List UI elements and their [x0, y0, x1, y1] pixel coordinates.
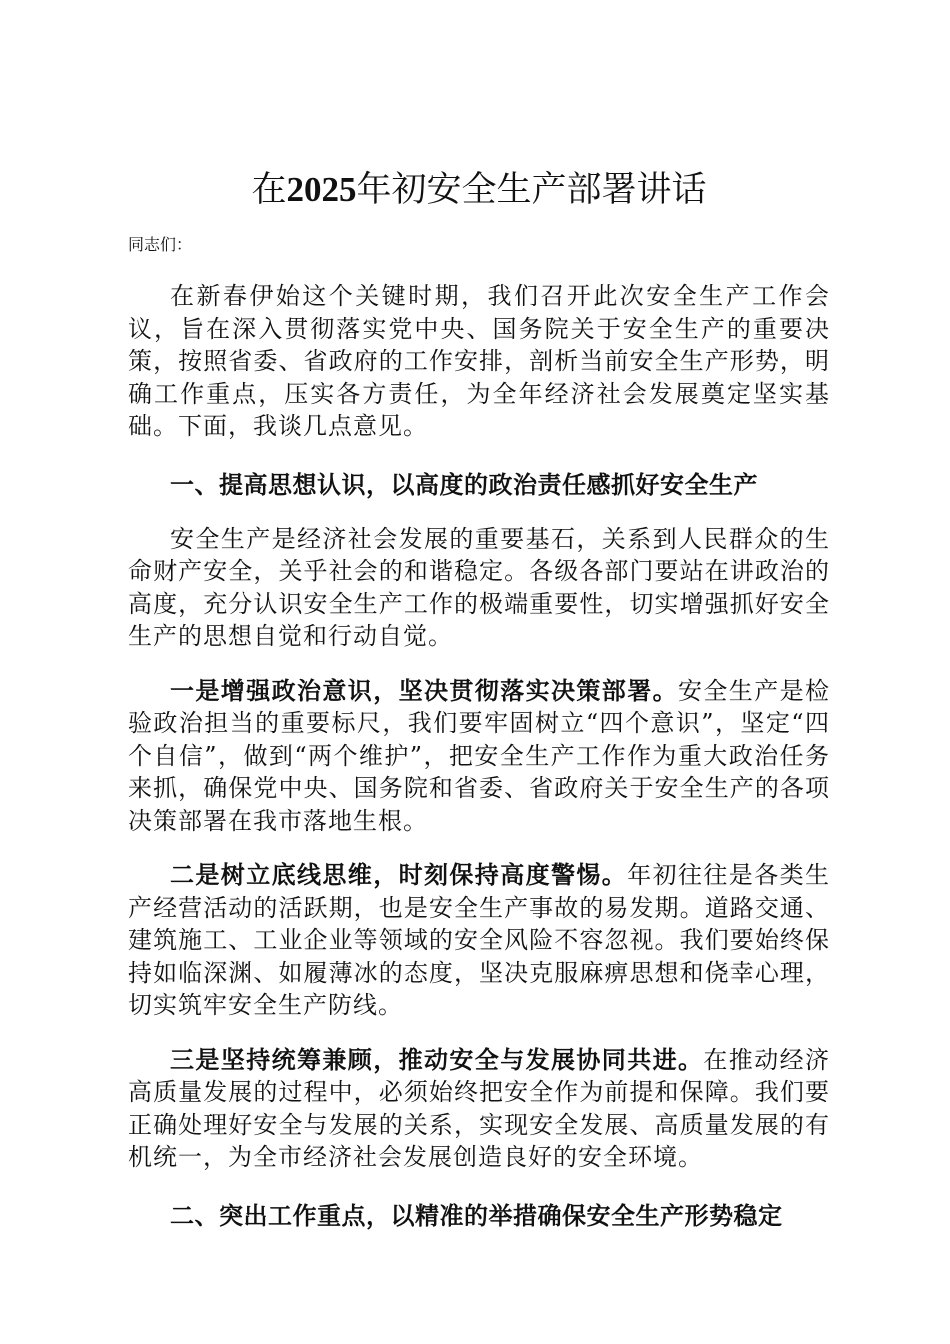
title-prefix: 在	[251, 170, 287, 210]
point-1-lead: 一是增强政治意识，坚决贯彻落实决策部署。	[170, 675, 678, 705]
point-2-lead: 二是树立底线思维，时刻保持高度警惕。	[170, 860, 628, 889]
point-1-text: 安全生产是检验政治担当的重要标尺，我们要牢固树立“四个意识”，坚定“四个自信”，做到“两个维护”，把安全生产工作作为重大政治任务来抓，确保党中央、国务院和省委、省政府关于安全生产的各项决策部署在我市落地生根。	[128, 676, 830, 835]
point-3-lead: 三是坚持统筹兼顾，推动安全与发展协同共进。	[170, 1044, 704, 1074]
point-3-text: 在推动经济高质量发展的过程中，必须始终把安全作为前提和保障。我们要正确处理好安全与发展的关系，实现安全发展、高质量发展的有机统一，为全市经济社会发展创造良好的安全环境。	[128, 1045, 831, 1171]
section-1-body: 安全生产是经济社会发展的重要基石，关系到人民群众的生命财产安全，关乎社会的和谐稳定。各级各部门要站在讲政治的高度，充分认识安全生产工作的极端重要性，切实增强抓好安全生产的思想自觉和行动自觉。	[128, 524, 830, 650]
point-1-paragraph	[128, 675, 830, 838]
intro-paragraph: 在新春伊始这个关键时期，我们召开此次安全生产工作会议，旨在深入贯彻落实党中央、国务院关于安全生产的重要决策，按照省委、省政府的工作安排，剖析当前安全生产形势，明确工作重点，压实各方责任，为全年经济社会发展奠定坚实基础。下面，我谈几点意见。	[128, 282, 830, 440]
section-1-heading: 一、提高思想认识，以高度的政治责任感抓好安全生产	[170, 469, 758, 499]
salutation: 同志们：	[128, 235, 193, 254]
section-2-heading: 二、突出工作重点，以精准的举措确保安全生产形势稳定	[170, 1200, 783, 1230]
document-page	[128, 0, 830, 1232]
document-title	[128, 168, 830, 212]
point-2-text: 年初往往是各类生产经营活动的活跃期，也是安全生产事故的易发期。道路交通、建筑施工、工业企业等领域的安全风险不容忽视。我们要始终保持如临深渊、如履薄冰的态度，坚决克服麻痹思想和侥幸心理，切实筑牢安全生产防线。	[128, 861, 831, 1019]
title-year: 2025	[286, 170, 357, 209]
point-3-paragraph	[128, 1044, 830, 1174]
point-2-paragraph	[128, 859, 830, 1022]
title-suffix: 年初安全生产部署讲话	[356, 170, 707, 210]
